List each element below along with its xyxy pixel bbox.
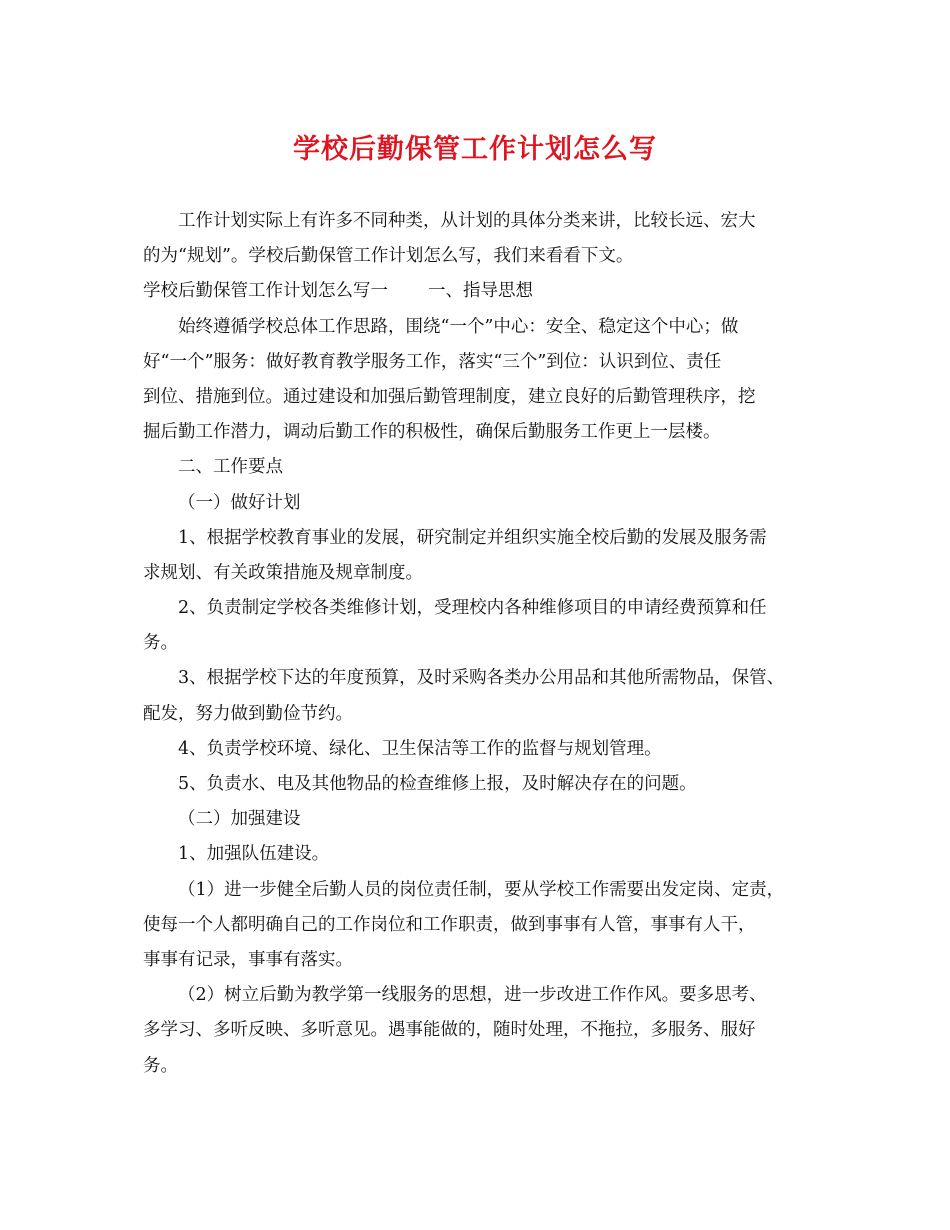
paragraph-line: 务。	[143, 633, 178, 654]
paragraph-line: 好“一个”服务：做好教育教学服务工作，落实“三个”到位：认识到位、责任	[143, 351, 722, 372]
subsection-heading: （二）加强建设	[178, 809, 301, 830]
paragraph-line: 1、根据学校教育事业的发展，研究制定并组织实施全校后勤的发展及服务需	[178, 527, 767, 548]
paragraph-line: 5、负责水、电及其他物品的检查维修上报，及时解决存在的问题。	[178, 774, 697, 794]
paragraph-line: 1、加强队伍建设。	[178, 844, 330, 865]
paragraph-line: 4、负责学校环境、绿化、卫生保洁等工作的监督与规划管理。	[178, 738, 662, 759]
document-title: 学校后勤保管工作计划怎么写	[293, 134, 657, 165]
document-body	[143, 204, 813, 1084]
paragraph-line: 掘后勤工作潜力，调动后勤工作的积极性，确保后勤服务工作更上一层楼。	[143, 422, 721, 443]
paragraph-line: （1）进一步健全后勤人员的岗位责任制，要从学校工作需要出发定岗、定责，	[178, 879, 785, 900]
paragraph-line: 务。	[143, 1055, 178, 1076]
paragraph-line: 到位、措施到位。通过建设和加强后勤管理制度，建立良好的后勤管理秩序，挖	[143, 386, 756, 407]
paragraph-line: 3、根据学校下达的年度预算，及时采购各类办公用品和其他所需物品，保管、	[178, 668, 785, 689]
paragraph-line: 2、负责制定学校各类维修计划，受理校内各种维修项目的申请经费预算和任	[178, 598, 767, 619]
paragraph-line: 的为“规划”。学校后勤保管工作计划怎么写，我们来看看下文。	[143, 246, 634, 267]
section-heading: 二、工作要点	[178, 457, 283, 478]
subsection-heading: （一）做好计划	[178, 492, 301, 513]
paragraph-line: 配发，努力做到勤俭节约。	[143, 703, 353, 724]
paragraph-line: 多学习、多听反映、多听意见。遇事能做的，随时处理，不拖拉，多服务、服好	[143, 1020, 756, 1041]
section-heading-line	[143, 274, 813, 309]
plan-subtitle: 学校后勤保管工作计划怎么写一	[143, 281, 388, 302]
paragraph-line: 使每一个人都明确自己的工作岗位和工作职责，做到事事有人管，事事有人干，	[143, 914, 756, 935]
paragraph-line: 始终遵循学校总体工作思路，围绕“一个”中心：安全、稳定这个中心；做	[178, 316, 739, 337]
paragraph-line: 事事有记录，事事有落实。	[143, 949, 353, 970]
paragraph-line: 工作计划实际上有许多不同种类，从计划的具体分类来讲，比较长远、宏大	[178, 211, 756, 231]
section-heading: 一、指导思想	[428, 281, 533, 302]
paragraph-line: （2）树立后勤为教学第一线服务的思想，进一步改进工作作风。要多思考、	[178, 985, 767, 1006]
paragraph-line: 求规划、有关政策措施及规章制度。	[143, 562, 423, 583]
